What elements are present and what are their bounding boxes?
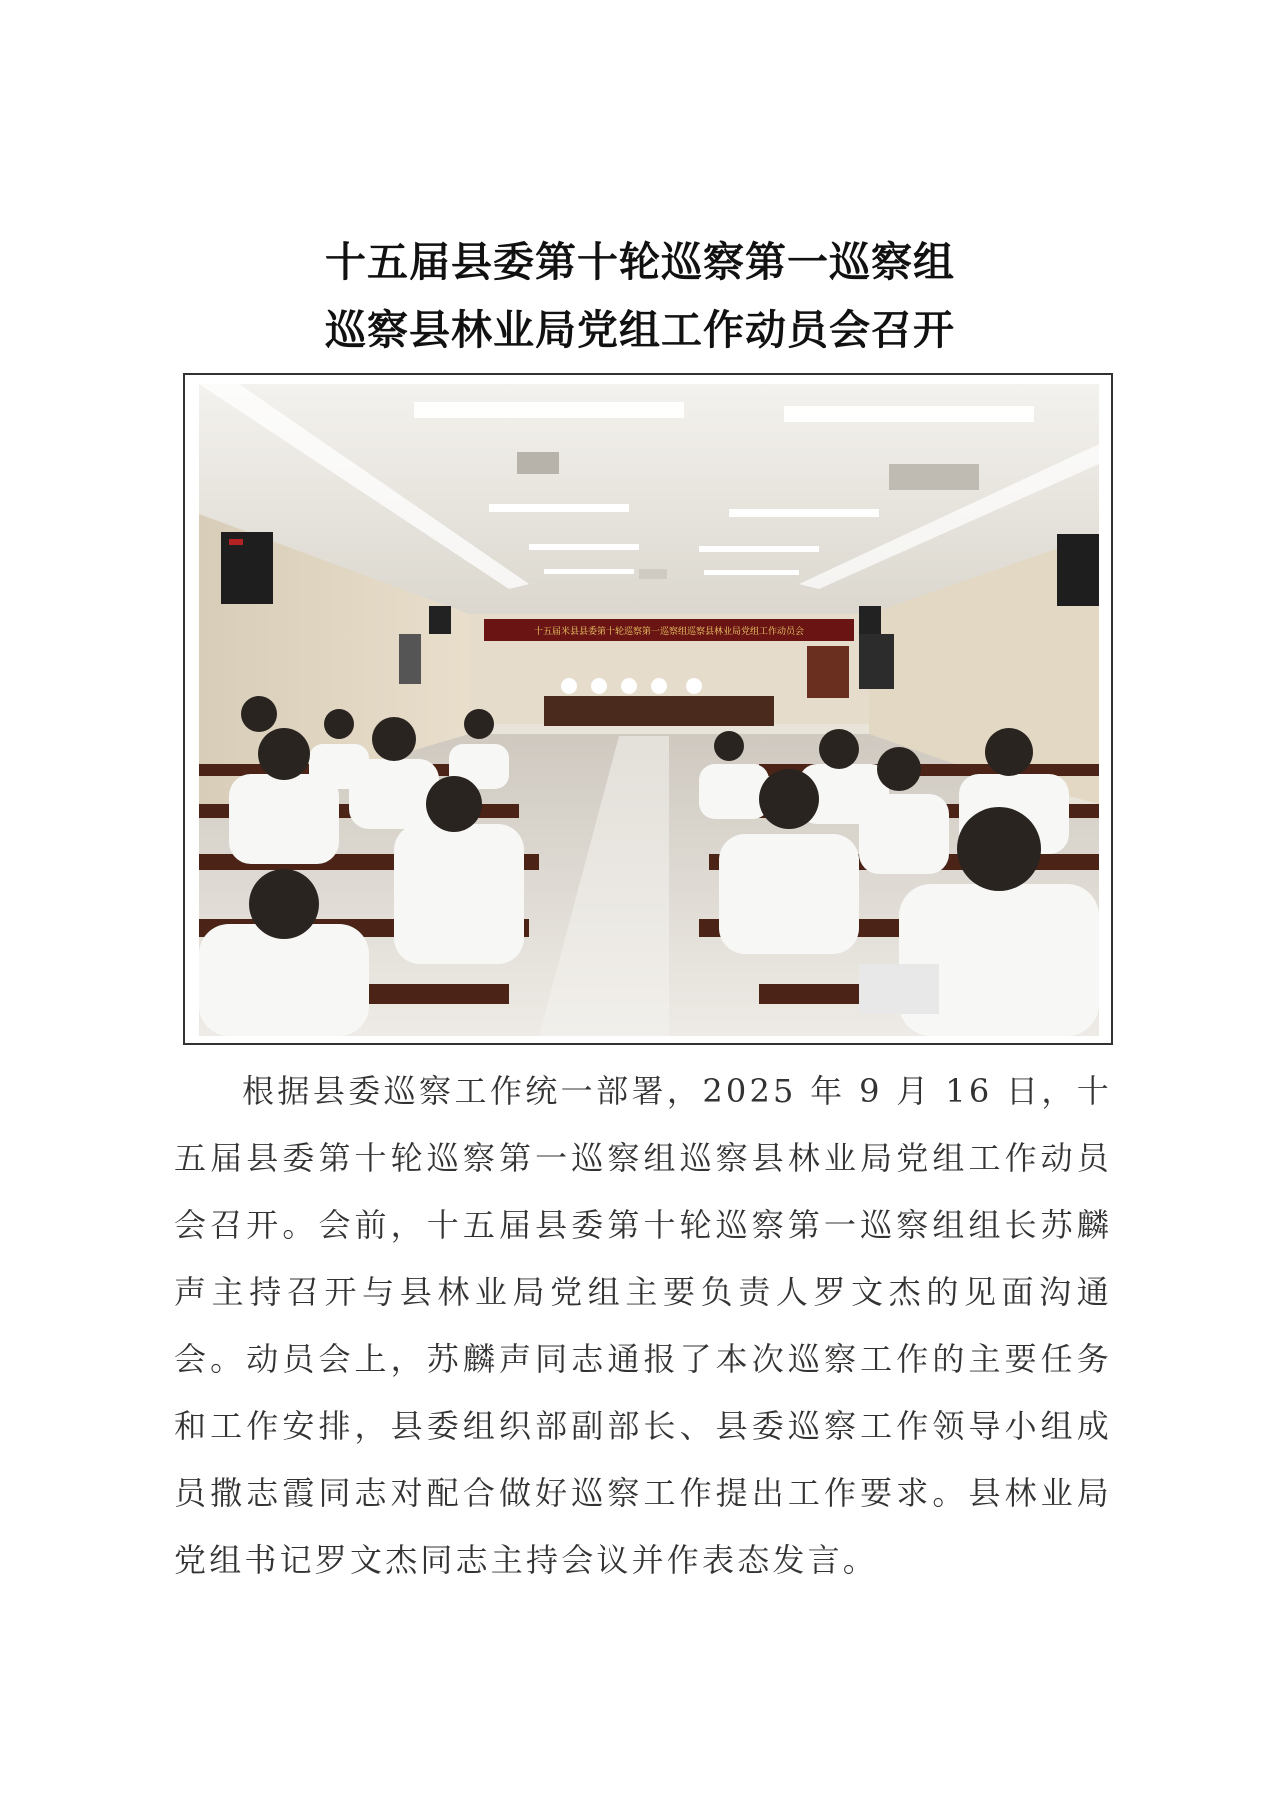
- meeting-photo-illustration: [199, 384, 1099, 1036]
- meeting-photo: [199, 384, 1099, 1036]
- banner-text: 十五届米县县委第十轮巡察第一巡察组巡察县林业局党组工作动员会: [533, 627, 805, 637]
- title-line-1: 十五届县委第十轮巡察第一巡察组: [325, 238, 955, 286]
- title-line-2: 巡察县林业局党组工作动员会召开: [325, 306, 955, 354]
- body-paragraph: 根据县委巡察工作统一部署，2025 年 9 月 16 日，十五届县委第十轮巡察第一巡察组巡察县林业局党组工作动员会召开。会前，十五届县委第十轮巡察第一巡察组组长苏麟声主持召开与县林业局党组主要负责人罗文杰的见面沟通会。动员会上，苏麟声同志通报了本次巡察工作的主要任务和工作安排，县委组织部副部长、县委巡察工作领导小组成员撒志霞同志对配合做好巡察工作提出工作要求。县林业局党组书记罗文杰同志主持会议并作表态发言。: [174, 1072, 1112, 1579]
- document-title: [0, 228, 1280, 364]
- photo-frame: [183, 373, 1113, 1045]
